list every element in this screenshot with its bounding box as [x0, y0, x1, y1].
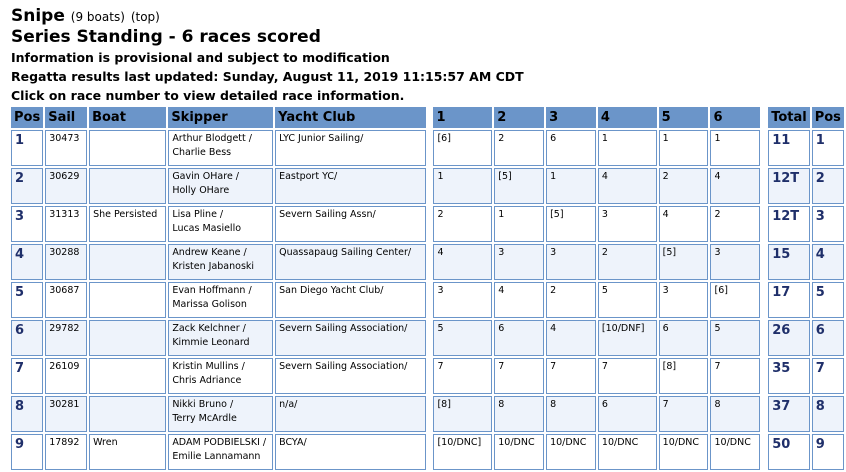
sail-cell: 30629 — [45, 168, 87, 204]
race-5-score: 2 — [659, 168, 709, 204]
race-2-link[interactable]: 2 — [494, 107, 544, 128]
total-cell: 37 — [768, 396, 810, 432]
col-gap — [762, 282, 766, 318]
table-row — [11, 434, 844, 470]
skipper-name: Lisa Pline / — [172, 209, 224, 220]
race-4-score: 5 — [598, 282, 657, 318]
crew-name: Marissa Golison — [172, 299, 247, 310]
final-pos-cell: 3 — [812, 206, 844, 242]
col-gap — [762, 434, 766, 470]
boats-count: (9 boats) — [70, 10, 125, 24]
col-sail: Sail — [45, 107, 87, 128]
pos-cell: 8 — [11, 396, 43, 432]
col-gap — [428, 130, 432, 166]
series-title: Series Standing - 6 races scored — [11, 27, 321, 47]
race-4-score: 3 — [598, 206, 657, 242]
col-total: Total — [768, 107, 810, 128]
final-pos-cell: 7 — [812, 358, 844, 394]
pos-cell: 4 — [11, 244, 43, 280]
col-pos: Pos — [11, 107, 43, 128]
final-pos-cell: 4 — [812, 244, 844, 280]
final-pos-cell: 8 — [812, 396, 844, 432]
race-5-score: [8] — [659, 358, 709, 394]
page-title — [11, 6, 846, 27]
provisional-note: Information is provisional and subject to modification — [11, 50, 390, 65]
sail-cell: 26109 — [45, 358, 87, 394]
boat-cell — [89, 396, 166, 432]
race-5-score: 3 — [659, 282, 709, 318]
boat-cell — [89, 282, 166, 318]
race-1-score: 7 — [433, 358, 492, 394]
yacht-club-cell: Quassapaug Sailing Center/ — [275, 244, 426, 280]
race-6-link[interactable]: 6 — [710, 107, 760, 128]
skipper-name: Arthur Blodgett / — [172, 133, 252, 144]
crew-name: Terry McArdle — [172, 413, 237, 424]
total-cell: 11 — [768, 130, 810, 166]
col-gap — [428, 434, 432, 470]
sail-cell: 30473 — [45, 130, 87, 166]
race-1-score: 1 — [433, 168, 492, 204]
col-gap — [762, 107, 766, 128]
race-3-score: 7 — [546, 358, 596, 394]
total-cell: 26 — [768, 320, 810, 356]
click-hint: Click on race number to view detailed race information. — [11, 88, 405, 103]
yacht-club-cell: Severn Sailing Association/ — [275, 320, 426, 356]
col-gap — [428, 358, 432, 394]
race-2-score: 4 — [494, 282, 544, 318]
col-gap — [428, 244, 432, 280]
race-1-score: 2 — [433, 206, 492, 242]
race-2-score: 3 — [494, 244, 544, 280]
top-link[interactable]: (top) — [130, 10, 160, 24]
race-1-score: [8] — [433, 396, 492, 432]
skipper-name: Zack Kelchner / — [172, 323, 246, 334]
col-gap — [428, 282, 432, 318]
col-gap — [762, 358, 766, 394]
table-row — [11, 130, 844, 166]
race-4-score: [10/DNF] — [598, 320, 657, 356]
boat-cell: Wren — [89, 434, 166, 470]
total-cell: 35 — [768, 358, 810, 394]
yacht-club-cell: Eastport YC/ — [275, 168, 426, 204]
total-cell: 12T — [768, 168, 810, 204]
crew-name: Lucas Masiello — [172, 223, 242, 234]
table-row — [11, 358, 844, 394]
table-row — [11, 244, 844, 280]
race-6-score: [6] — [710, 282, 760, 318]
race-2-score: 6 — [494, 320, 544, 356]
crew-name: Kristen Jabanoski — [172, 261, 255, 272]
last-updated: Regatta results last updated: Sunday, August 11, 2019 11:15:57 AM CDT — [11, 69, 524, 84]
race-3-link[interactable]: 3 — [546, 107, 596, 128]
final-pos-cell: 5 — [812, 282, 844, 318]
skipper-name: Evan Hoffmann / — [172, 285, 252, 296]
yacht-club-cell: Severn Sailing Assn/ — [275, 206, 426, 242]
race-3-score: 10/DNC — [546, 434, 596, 470]
total-cell: 12T — [768, 206, 810, 242]
race-4-link[interactable]: 4 — [598, 107, 657, 128]
boat-cell — [89, 358, 166, 394]
race-6-score: 10/DNC — [710, 434, 760, 470]
sail-cell: 17892 — [45, 434, 87, 470]
race-2-score: 1 — [494, 206, 544, 242]
pos-cell: 6 — [11, 320, 43, 356]
yacht-club-cell: Severn Sailing Association/ — [275, 358, 426, 394]
race-6-score: 4 — [710, 168, 760, 204]
race-3-score: 8 — [546, 396, 596, 432]
col-gap — [762, 130, 766, 166]
crew-name: Kimmie Leonard — [172, 337, 250, 348]
total-cell: 17 — [768, 282, 810, 318]
table-row — [11, 282, 844, 318]
boat-cell — [89, 244, 166, 280]
race-3-score: 6 — [546, 130, 596, 166]
final-pos-cell: 6 — [812, 320, 844, 356]
pos-cell: 1 — [11, 130, 43, 166]
race-5-score: 7 — [659, 396, 709, 432]
col-skipper: Skipper — [168, 107, 273, 128]
race-3-score: 2 — [546, 282, 596, 318]
race-6-score: 2 — [710, 206, 760, 242]
yacht-club-cell: San Diego Yacht Club/ — [275, 282, 426, 318]
pos-cell: 7 — [11, 358, 43, 394]
race-5-score: 6 — [659, 320, 709, 356]
race-2-score: 10/DNC — [494, 434, 544, 470]
table-row — [11, 320, 844, 356]
race-6-score: 8 — [710, 396, 760, 432]
results-table — [9, 105, 846, 472]
col-boat: Boat — [89, 107, 166, 128]
boat-cell — [89, 130, 166, 166]
race-6-score: 5 — [710, 320, 760, 356]
race-4-score: 2 — [598, 244, 657, 280]
boat-cell — [89, 168, 166, 204]
race-5-score: [5] — [659, 244, 709, 280]
final-pos-cell: 1 — [812, 130, 844, 166]
col-gap — [428, 168, 432, 204]
table-row — [11, 168, 844, 204]
col-gap — [428, 206, 432, 242]
race-4-score: 4 — [598, 168, 657, 204]
skipper-name: ADAM PODBIELSKI / — [172, 437, 267, 448]
race-5-score: 10/DNC — [659, 434, 709, 470]
skipper-name: Kristin Mullins / — [172, 361, 245, 372]
pos-cell: 5 — [11, 282, 43, 318]
race-5-link[interactable]: 5 — [659, 107, 709, 128]
race-3-score: 4 — [546, 320, 596, 356]
boat-cell: She Persisted — [89, 206, 166, 242]
skipper-cell — [168, 282, 273, 318]
race-6-score: 7 — [710, 358, 760, 394]
race-3-score: [5] — [546, 206, 596, 242]
race-5-score: 1 — [659, 130, 709, 166]
boat-cell — [89, 320, 166, 356]
skipper-cell — [168, 168, 273, 204]
race-4-score: 6 — [598, 396, 657, 432]
race-2-score: 8 — [494, 396, 544, 432]
pos-cell: 2 — [11, 168, 43, 204]
class-name: Snipe — [11, 6, 65, 26]
race-4-score: 10/DNC — [598, 434, 657, 470]
col-gap — [428, 107, 432, 128]
pos-cell: 9 — [11, 434, 43, 470]
race-4-score: 7 — [598, 358, 657, 394]
race-1-score: 5 — [433, 320, 492, 356]
sail-cell: 30687 — [45, 282, 87, 318]
col-gap — [762, 320, 766, 356]
race-3-score: 1 — [546, 168, 596, 204]
col-gap — [428, 320, 432, 356]
skipper-name: Nikki Bruno / — [172, 399, 234, 410]
sail-cell: 29782 — [45, 320, 87, 356]
crew-name: Charlie Bess — [172, 147, 232, 158]
col-gap — [762, 168, 766, 204]
race-1-score: 4 — [433, 244, 492, 280]
race-6-score: 3 — [710, 244, 760, 280]
col-pos-final: Pos — [812, 107, 844, 128]
col-gap — [762, 244, 766, 280]
race-1-score: [10/DNC] — [433, 434, 492, 470]
table-row — [11, 206, 844, 242]
total-cell: 15 — [768, 244, 810, 280]
yacht-club-cell: LYC Junior Sailing/ — [275, 130, 426, 166]
total-cell: 50 — [768, 434, 810, 470]
crew-name: Emilie Lannamann — [172, 451, 261, 462]
skipper-cell — [168, 206, 273, 242]
race-5-score: 4 — [659, 206, 709, 242]
col-gap — [428, 396, 432, 432]
race-2-score: 7 — [494, 358, 544, 394]
skipper-name: Andrew Keane / — [172, 247, 247, 258]
col-gap — [762, 206, 766, 242]
pos-cell: 3 — [11, 206, 43, 242]
final-pos-cell: 2 — [812, 168, 844, 204]
final-pos-cell: 9 — [812, 434, 844, 470]
yacht-club-cell: n/a/ — [275, 396, 426, 432]
sail-cell: 30288 — [45, 244, 87, 280]
col-gap — [762, 396, 766, 432]
skipper-cell — [168, 358, 273, 394]
skipper-name: Gavin OHare / — [172, 171, 240, 182]
race-4-score: 1 — [598, 130, 657, 166]
race-1-score: [6] — [433, 130, 492, 166]
crew-name: Chris Adriance — [172, 375, 242, 386]
race-3-score: 3 — [546, 244, 596, 280]
sail-cell: 30281 — [45, 396, 87, 432]
race-6-score: 1 — [710, 130, 760, 166]
col-yacht-club: Yacht Club — [275, 107, 426, 128]
race-1-score: 3 — [433, 282, 492, 318]
skipper-cell — [168, 244, 273, 280]
race-2-score: [5] — [494, 168, 544, 204]
skipper-cell — [168, 130, 273, 166]
crew-name: Holly OHare — [172, 185, 230, 196]
race-1-link[interactable]: 1 — [433, 107, 492, 128]
race-2-score: 2 — [494, 130, 544, 166]
skipper-cell — [168, 320, 273, 356]
yacht-club-cell: BCYA/ — [275, 434, 426, 470]
sail-cell: 31313 — [45, 206, 87, 242]
table-header-row — [11, 107, 844, 128]
skipper-cell — [168, 396, 273, 432]
table-row — [11, 396, 844, 432]
skipper-cell — [168, 434, 273, 470]
